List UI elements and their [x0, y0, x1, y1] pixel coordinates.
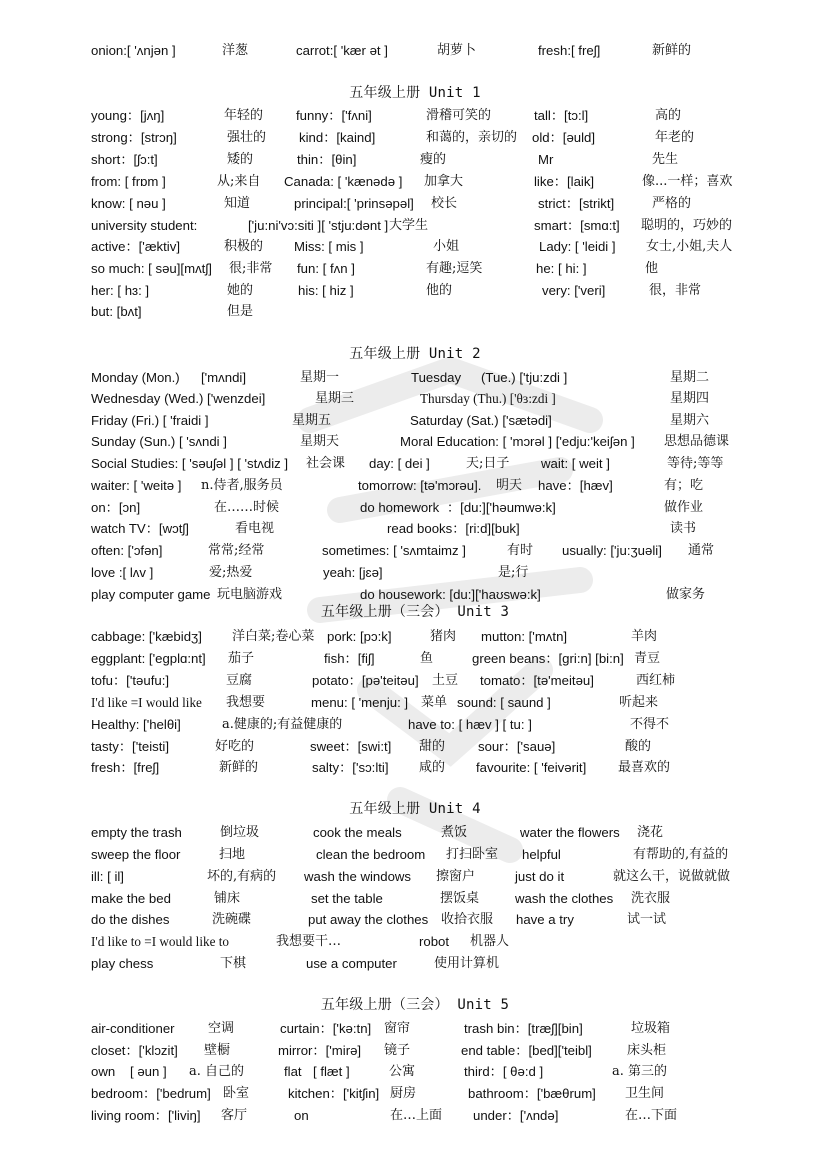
zh-meaning: 镜子 — [384, 1043, 411, 1058]
zh-meaning: 有时 — [507, 543, 534, 558]
en-word: play chess — [91, 956, 154, 971]
vocab-row — [0, 127, 830, 149]
en-word: sour：['sauə] — [478, 739, 556, 754]
zh-meaning: 洗衣服 — [631, 891, 671, 906]
en-word: smart：[smɑ:t] — [534, 218, 620, 233]
zh-meaning: 星期五 — [292, 413, 332, 428]
en-word: cook the meals — [313, 825, 402, 840]
en-word: Tuesday — [411, 370, 462, 385]
en-word: kind：[kaind] — [299, 130, 376, 145]
vocab-row — [0, 410, 830, 432]
en-word: do housework: [du:]['haʊswə:k] — [360, 587, 541, 602]
zh-meaning: 使用计算机 — [434, 956, 500, 971]
zh-meaning: 滑稽可笑的 — [426, 108, 492, 123]
zh-meaning: 很，非常 — [649, 283, 702, 298]
en-word: watch TV：[wɔtʃ] — [91, 521, 189, 536]
zh-meaning: 瘦的 — [420, 152, 447, 167]
en-word: trash bin：[træʃ][bin] — [464, 1021, 583, 1036]
unit5-title: 五年级上册（三会） Unit 5 — [320, 997, 510, 1013]
vocab-row — [0, 475, 830, 497]
en-word: waiter: [ 'weitə ] — [91, 478, 182, 493]
en-word: Monday (Mon.) — [91, 370, 180, 385]
zh-meaning: 在……时候 — [214, 500, 280, 515]
zh-meaning: 新鲜的 — [652, 43, 692, 58]
en-word: read books：[ri:d][buk] — [387, 521, 520, 536]
zh-meaning: 加拿大 — [424, 174, 464, 189]
vocab-row — [0, 909, 830, 931]
en-word: closet：['klɔzit] — [91, 1043, 178, 1058]
vocab-row — [0, 648, 830, 670]
en-word: use a computer — [306, 956, 397, 971]
vocab-row — [0, 453, 830, 475]
zh-meaning: 年轻的 — [224, 108, 264, 123]
phonetic: ：[du:]['həumwə:k] — [447, 500, 556, 515]
en-word: he: [ hi: ] — [536, 261, 587, 276]
en-word: thin：[θin] — [297, 152, 357, 167]
en-word: play computer game — [91, 587, 211, 602]
zh-meaning: 通常 — [688, 543, 715, 558]
zh-meaning: 校长 — [431, 196, 458, 211]
en-word: sound: [ saund ] — [457, 695, 551, 710]
zh-meaning: 年老的 — [655, 130, 695, 145]
zh-meaning: 和蔼的，亲切的 — [426, 130, 518, 145]
en-word: salty：['sɔ:lti] — [312, 760, 389, 775]
zh-meaning: 好吃的 — [215, 739, 255, 754]
en-word: cabbage: ['kæbidʒ] — [91, 629, 202, 644]
zh-meaning: 扫地 — [219, 847, 246, 862]
zh-meaning: 做家务 — [666, 587, 706, 602]
zh-meaning: 做作业 — [664, 500, 704, 515]
vocab-row — [0, 280, 830, 302]
zh-meaning: 客厅 — [221, 1108, 248, 1123]
en-word: have to: [ hæv ] [ tu: ] — [408, 717, 532, 732]
zh-meaning: 玩电脑游戏 — [217, 587, 283, 602]
en-word: bedroom：['bedrum] — [91, 1086, 211, 1101]
zh-meaning: 浇花 — [637, 825, 664, 840]
en-word: pork: [pɔ:k] — [327, 629, 392, 644]
en-word: have：[hæv] — [538, 478, 613, 493]
en-word: fresh:[ freʃ] — [538, 43, 601, 58]
en-word: tofu：['təufu:] — [91, 673, 170, 688]
unit2-title: 五年级上册 Unit 2 — [349, 346, 481, 362]
en-word: carrot:[ 'kær ət ] — [296, 43, 388, 58]
en-word: often: ['ɔfən] — [91, 543, 163, 558]
en-word: very: ['veri] — [542, 283, 606, 298]
unit4-title: 五年级上册 Unit 4 — [349, 801, 481, 817]
zh-meaning: 煮饭 — [441, 825, 468, 840]
unit3-title: 五年级上册（三会） Unit 3 — [320, 604, 510, 620]
vocab-row — [0, 367, 830, 389]
zh-meaning: 爱;热爱 — [209, 565, 253, 580]
en-word: do the dishes — [91, 912, 170, 927]
zh-meaning: 床头柜 — [627, 1043, 667, 1058]
zh-meaning: 从;来自 — [217, 174, 261, 189]
zh-meaning: 洋葱 — [222, 43, 249, 58]
zh-meaning: 很;非常 — [229, 261, 273, 276]
en-word: short：[ʃɔ:t] — [91, 152, 158, 167]
en-word: ill: [ il] — [91, 869, 124, 884]
zh-meaning: 看电视 — [235, 521, 275, 536]
vocab-row — [0, 497, 830, 519]
phonetic: ['mʌndi] — [201, 370, 247, 385]
en-word: Sunday (Sun.) [ 'sʌndi ] — [91, 434, 227, 449]
zh-meaning: 垃圾箱 — [631, 1021, 671, 1036]
vocab-row — [0, 931, 830, 953]
en-word: active：['æktiv] — [91, 239, 180, 254]
zh-meaning: 小姐 — [433, 239, 460, 254]
zh-meaning: 大学生 — [389, 218, 429, 233]
zh-meaning: 卫生间 — [625, 1086, 665, 1101]
en-word: university student: — [91, 218, 198, 233]
zh-meaning: 女士,小姐,夫人 — [646, 239, 733, 254]
en-word: have a try — [516, 912, 574, 927]
en-word: under：['ʌndə] — [473, 1108, 559, 1123]
phonetic: [ flæt ] — [313, 1064, 350, 1079]
zh-meaning: 豆腐 — [226, 673, 253, 688]
zh-meaning: 星期二 — [670, 370, 710, 385]
en-word: love :[ lʌv ] — [91, 565, 154, 580]
zh-meaning: 但是 — [227, 304, 254, 319]
zh-meaning: 坏的,有病的 — [207, 869, 277, 884]
en-word: from: [ frɒm ] — [91, 174, 166, 189]
zh-meaning: 窗帘 — [384, 1021, 411, 1036]
en-word: but: [bʌt] — [91, 304, 142, 319]
zh-meaning: 星期天 — [300, 434, 340, 449]
vocab-row — [0, 149, 830, 171]
en-word: flat — [284, 1064, 302, 1079]
vocab-row — [0, 844, 830, 866]
zh-meaning: 猪肉 — [430, 629, 457, 644]
zh-meaning: 鱼 — [420, 651, 434, 666]
en-word: principal:[ 'prinsəpəl] — [294, 196, 414, 211]
zh-meaning: a. 第三的 — [612, 1064, 668, 1079]
en-word: bathroom：['bæθrum] — [468, 1086, 596, 1101]
zh-meaning: 机器人 — [470, 934, 510, 949]
en-word: fish：[fiʃ] — [324, 651, 375, 666]
zh-meaning: 菜单 — [421, 695, 448, 710]
vocab-row — [0, 866, 830, 888]
en-word: tomorrow: [tə'mɔrəu]. — [358, 478, 482, 493]
zh-meaning: 空调 — [208, 1021, 235, 1036]
zh-meaning: 打扫卧室 — [446, 847, 499, 862]
zh-meaning: 我想要干… — [276, 934, 342, 949]
zh-meaning: 甜的 — [419, 739, 446, 754]
en-word: kitchen：['kitʃin] — [288, 1086, 380, 1101]
vocab-row — [0, 540, 830, 562]
zh-meaning: 矮的 — [227, 152, 254, 167]
zh-meaning: a. 自己的 — [189, 1064, 245, 1079]
phonetic: (Tue.) ['tju:zdi ] — [481, 370, 568, 385]
en-word: young：[jʌŋ] — [91, 108, 165, 123]
zh-meaning: 读书 — [670, 521, 697, 536]
en-word: empty the trash — [91, 825, 182, 840]
en-word: put away the clothes — [308, 912, 429, 927]
en-word: air-conditioner — [91, 1021, 175, 1036]
zh-meaning: 擦窗户 — [436, 869, 476, 884]
zh-meaning: 他的 — [426, 283, 453, 298]
zh-meaning: 不得不 — [630, 717, 670, 732]
unit1-title: 五年级上册 Unit 1 — [349, 85, 481, 101]
en-word: tall：[tɔ:l] — [534, 108, 589, 123]
zh-meaning: 他 — [645, 261, 659, 276]
zh-meaning: 收拾衣服 — [441, 912, 494, 927]
vocab-row — [0, 1061, 830, 1083]
zh-meaning: a.健康的;有益健康的 — [222, 717, 343, 732]
zh-meaning: 社会课 — [306, 456, 346, 471]
vocab-row — [0, 236, 830, 258]
en-word: clean the bedroom — [316, 847, 426, 862]
zh-meaning: 先生 — [652, 152, 679, 167]
en-word: old：[əuld] — [532, 130, 596, 145]
vocab-row — [0, 1018, 830, 1040]
en-word: Moral Education: [ 'mɔrəl ] ['edju:'keiʃən ] — [400, 434, 635, 449]
vocab-row — [0, 757, 830, 779]
zh-meaning: 青豆 — [634, 651, 661, 666]
en-word: end table：[bed]['teibl] — [461, 1043, 592, 1058]
zh-meaning: 严格的 — [652, 196, 692, 211]
vocab-row — [0, 692, 830, 714]
zh-meaning: 壁橱 — [204, 1043, 231, 1058]
zh-meaning: 强壮的 — [227, 130, 267, 145]
zh-meaning: 有趣;逗笑 — [426, 261, 483, 276]
en-word: robot — [419, 934, 450, 949]
zh-meaning: 像...一样；喜欢 — [642, 174, 733, 189]
en-word: Social Studies: [ 'səuʃəl ] [ 'stʌdiz ] — [91, 456, 289, 471]
en-word: strict：[strikt] — [538, 196, 615, 211]
en-word: menu: [ 'menju: ] — [311, 695, 409, 710]
en-word: Mr — [538, 152, 554, 167]
en-word: curtain：['kə:tn] — [280, 1021, 372, 1036]
phonetic: ['ju:ni'vɔ:siti ][ 'stju:dənt ] — [248, 218, 389, 233]
zh-meaning: 星期六 — [670, 413, 710, 428]
en-word: like：[laik] — [534, 174, 595, 189]
en-word: sweep the floor — [91, 847, 181, 862]
zh-meaning: 常常;经常 — [208, 543, 265, 558]
zh-meaning: 摆饭桌 — [440, 891, 480, 906]
en-word: so much: [ səu][mʌtʃ] — [91, 261, 212, 276]
zh-meaning: 胡萝卜 — [437, 43, 477, 58]
en-word: I'd like =I would like — [91, 695, 202, 710]
en-word: make the bed — [91, 891, 171, 906]
zh-meaning: 厨房 — [390, 1086, 417, 1101]
en-word: own — [91, 1064, 116, 1079]
vocab-row — [0, 562, 830, 584]
en-word: Healthy: ['helθi] — [91, 717, 181, 732]
en-word: favourite: [ 'feivərit] — [476, 760, 587, 775]
en-word: third：[ θə:d ] — [464, 1064, 544, 1079]
en-word: tasty：['teisti] — [91, 739, 169, 754]
zh-meaning: 星期三 — [315, 391, 355, 406]
zh-meaning: 有帮助的,有益的 — [633, 847, 729, 862]
en-word: wash the clothes — [515, 891, 614, 906]
vocab-row — [0, 518, 830, 540]
en-word: his: [ hiz ] — [298, 283, 354, 298]
en-word: on：[ɔn] — [91, 500, 141, 515]
en-word: potato：[pə'teitəu] — [312, 673, 419, 688]
vocab-row — [0, 736, 830, 758]
en-word: yeah: [jɛə] — [323, 565, 383, 580]
vocab-row — [0, 1105, 830, 1127]
en-word: on — [294, 1108, 309, 1123]
zh-meaning: 铺床 — [214, 891, 241, 906]
zh-meaning: 知道 — [224, 196, 251, 211]
zh-meaning: 她的 — [227, 283, 254, 298]
en-word: just do it — [515, 869, 565, 884]
en-word: funny：['fʌni] — [296, 108, 372, 123]
en-word: do homework — [360, 500, 440, 515]
en-word: Friday (Fri.) [ 'fraidi ] — [91, 413, 209, 428]
en-word: sometimes: [ 'sʌmtaimz ] — [322, 543, 466, 558]
en-word: Canada: [ 'kænədə ] — [284, 174, 403, 189]
vocab-row — [0, 301, 830, 323]
en-word: set the table — [311, 891, 383, 906]
en-word: fun: [ fʌn ] — [297, 261, 355, 276]
zh-meaning: 最喜欢的 — [618, 760, 671, 775]
zh-meaning: 高的 — [655, 108, 682, 123]
zh-meaning: 有；吃 — [664, 478, 704, 493]
en-word: wash the windows — [304, 869, 412, 884]
zh-meaning: 倒垃圾 — [220, 825, 260, 840]
en-word: Wednesday (Wed.) ['wenzdei] — [91, 391, 266, 406]
zh-meaning: 卧室 — [223, 1086, 250, 1101]
vocab-row — [0, 714, 830, 736]
zh-meaning: 茄子 — [228, 651, 255, 666]
vocab-row — [0, 193, 830, 215]
zh-meaning: 在…下面 — [625, 1108, 678, 1123]
en-word: know: [ nəu ] — [91, 196, 166, 211]
zh-meaning: 试一试 — [627, 912, 667, 927]
zh-meaning: 星期四 — [670, 391, 710, 406]
en-word: her: [ hɜ: ] — [91, 283, 150, 298]
zh-meaning: 星期一 — [300, 370, 340, 385]
en-word: sweet：[swi:t] — [310, 739, 392, 754]
vocab-row — [0, 953, 830, 975]
vocab-row — [0, 431, 830, 453]
en-word: onion:[ 'ʌnjən ] — [91, 43, 176, 58]
zh-meaning: n.侍者,服务员 — [201, 478, 283, 493]
zh-meaning: 洗碗碟 — [212, 912, 252, 927]
phonetic: [ əun ] — [130, 1064, 167, 1079]
en-word: Miss: [ mis ] — [294, 239, 364, 254]
vocab-row — [0, 171, 830, 193]
vocab-row — [0, 258, 830, 280]
zh-meaning: 思想品德课 — [664, 434, 730, 449]
vocab-row — [0, 626, 830, 648]
en-word: usually: ['ju:ʒuəli] — [562, 543, 662, 558]
en-word: fresh：[freʃ] — [91, 760, 160, 775]
zh-meaning: 等待;等等 — [667, 456, 724, 471]
en-word: wait: [ weit ] — [541, 456, 610, 471]
zh-meaning: 下棋 — [220, 956, 247, 971]
zh-meaning: 积极的 — [224, 239, 264, 254]
zh-meaning: 咸的 — [419, 760, 446, 775]
zh-meaning: 羊肉 — [631, 629, 658, 644]
en-word: mirror：['mirə] — [278, 1043, 362, 1058]
en-word: Thursday (Thu.) ['θɜ:zdi ] — [420, 391, 556, 406]
en-word: green beans：[gri:n] [bi:n] — [472, 651, 624, 666]
zh-meaning: 酸的 — [625, 739, 652, 754]
en-word: strong：[strɔŋ] — [91, 130, 177, 145]
zh-meaning: 天;日子 — [466, 456, 510, 471]
vocab-row — [0, 888, 830, 910]
zh-meaning: 明天 — [496, 478, 523, 493]
zh-meaning: 是;行 — [498, 565, 529, 580]
en-word: tomato：[tə'meitəu] — [480, 673, 594, 688]
en-word: helpful — [522, 847, 561, 862]
vocab-row — [0, 215, 830, 237]
zh-meaning: 洋白菜;卷心菜 — [232, 629, 315, 644]
vocab-row — [0, 822, 830, 844]
en-word: day: [ dei ] — [369, 456, 430, 471]
en-word: mutton: ['mʌtn] — [481, 629, 568, 644]
en-word: Lady: [ 'leidi ] — [539, 239, 616, 254]
vocab-row — [0, 105, 830, 127]
en-word: Saturday (Sat.) ['sætədi] — [410, 413, 552, 428]
zh-meaning: 在…上面 — [390, 1108, 443, 1123]
en-word: I'd like to =I would like to — [91, 934, 230, 949]
zh-meaning: 就这么干，说做就做 — [613, 869, 731, 884]
zh-meaning: 我想要 — [226, 695, 266, 710]
vocab-row — [0, 670, 830, 692]
vocab-row — [0, 1040, 830, 1062]
vocab-row — [0, 1083, 830, 1105]
zh-meaning: 聪明的，巧妙的 — [641, 218, 733, 233]
zh-meaning: 新鲜的 — [219, 760, 259, 775]
zh-meaning: 公寓 — [389, 1064, 416, 1079]
zh-meaning: 土豆 — [432, 673, 459, 688]
vocab-row — [0, 388, 830, 410]
zh-meaning: 西红柿 — [636, 673, 676, 688]
en-word: living room：['liviŋ] — [91, 1108, 201, 1123]
vocab-row-top — [0, 40, 830, 62]
en-word: water the flowers — [520, 825, 620, 840]
en-word: eggplant: ['egplɑ:nt] — [91, 651, 206, 666]
zh-meaning: 听起来 — [619, 695, 659, 710]
